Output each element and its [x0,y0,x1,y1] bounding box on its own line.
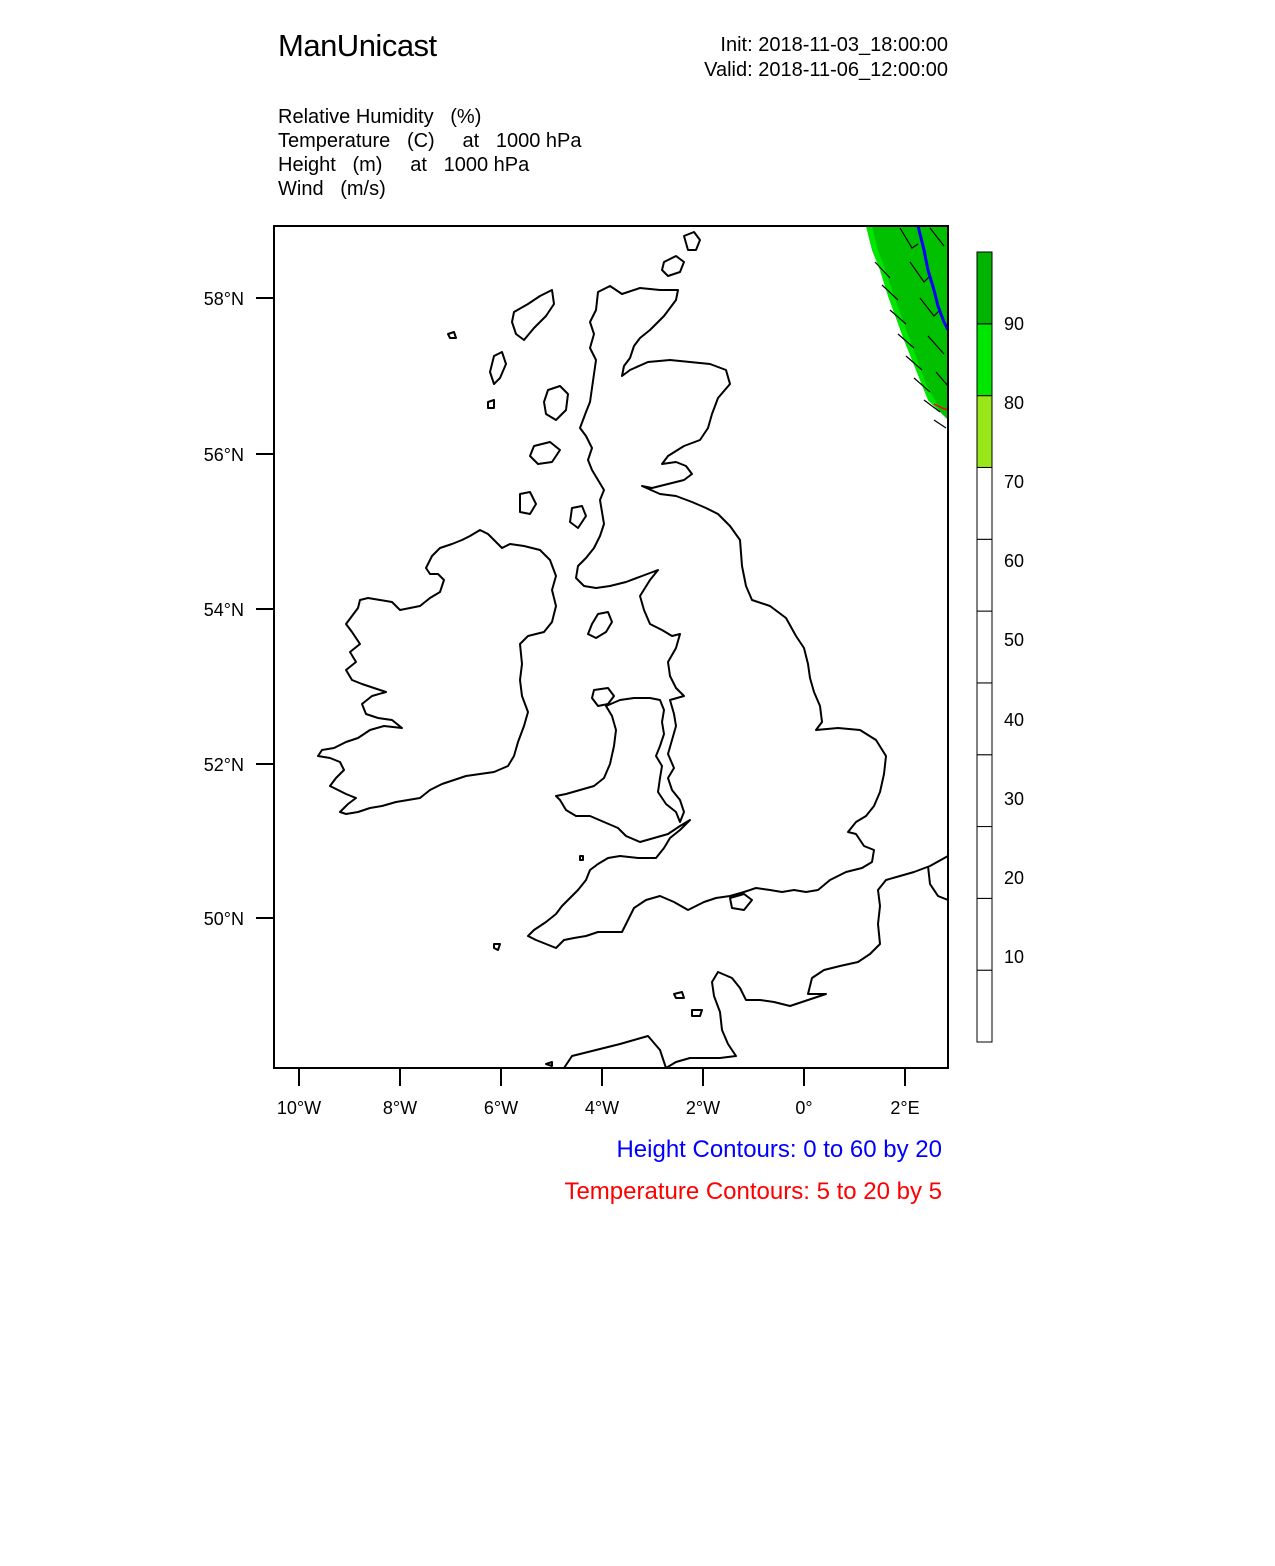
colorbar-bin [977,467,992,539]
valid-time: Valid: 2018-11-06_12:00:00 [704,59,948,81]
lon-axis [299,1068,905,1086]
coastline-channel-island-a [674,992,684,998]
coastline-isle-of-man [588,612,612,638]
colorbar-label: 20 [1004,868,1025,888]
colorbar-label: 70 [1004,472,1025,492]
colorbar-label: 40 [1004,710,1025,730]
field-relative-humidity: Relative Humidity (%) [278,106,482,128]
colorbar-bin [977,898,992,970]
wind-barb [934,420,946,428]
colorbar-bin [977,539,992,611]
coastline-ireland [318,530,556,814]
coastline-skye [544,386,568,420]
temperature-contours-label: Temperature Contours: 5 to 20 by 5 [564,1178,942,1205]
field-temperature: Temperature (C) at 1000 hPa [278,130,582,152]
coastline-arran [570,506,586,528]
colorbar-bin [977,611,992,683]
lon-label: 2°E [890,1098,920,1118]
coastline-st-kilda [448,332,456,338]
colorbar-label: 50 [1004,630,1025,650]
coastline-barra [488,400,494,408]
coastline-shetland [684,232,700,250]
map-frame [274,226,948,1068]
coastline-france-west [564,1036,666,1068]
colorbar-bin [977,252,992,324]
colorbar-label: 60 [1004,551,1025,571]
lon-label: 2°W [685,1098,721,1118]
coastline-lundy [580,856,583,860]
lat-label: 52°N [203,755,244,775]
coastline-ushant [546,1062,552,1066]
lon-label: 8°W [382,1098,418,1118]
coastline-great-britain [528,286,886,948]
colorbar-bin [977,324,992,396]
colorbar [977,252,992,1042]
lon-label: 10°W [276,1098,322,1118]
lat-label: 58°N [203,289,244,309]
colorbar-label: 80 [1004,393,1025,413]
coastline-mull [530,442,560,464]
lon-label: 4°W [584,1098,620,1118]
colorbar-label: 30 [1004,789,1025,809]
init-time: Init: 2018-11-03_18:00:00 [720,34,948,56]
lat-label: 50°N [203,909,244,929]
coastlines [318,232,948,1068]
colorbar-bin [977,970,992,1042]
field-wind: Wind (m/s) [278,178,386,200]
coastline-channel-island-b [692,1010,702,1016]
coastline-isle-of-wight [730,894,752,910]
coastline-orkney [662,256,684,276]
coastline-scilly [494,944,500,950]
colorbar-bin [977,683,992,755]
lat-labels [204,289,244,929]
colorbar-label: 90 [1004,314,1025,334]
colorbar-bin [977,755,992,827]
coastline-france-north [666,856,948,1068]
colorbar-bin [977,396,992,468]
colorbar-bin [977,827,992,899]
coastline-lewis [512,290,554,340]
lon-label: 0° [795,1098,813,1118]
coastline-belgium [928,866,948,900]
coastline-uist [490,352,506,384]
lat-axis [256,298,274,918]
coastline-islay [520,492,536,514]
lon-label: 6°W [483,1098,519,1118]
colorbar-labels [1004,314,1024,967]
lon-labels [277,1098,920,1118]
lat-label: 54°N [203,600,244,620]
height-contours-label: Height Contours: 0 to 60 by 20 [616,1136,942,1163]
colorbar-label: 10 [1004,947,1025,967]
app-title: ManUnicast [278,28,437,63]
lat-label: 56°N [203,445,244,465]
field-height: Height (m) at 1000 hPa [278,154,530,176]
